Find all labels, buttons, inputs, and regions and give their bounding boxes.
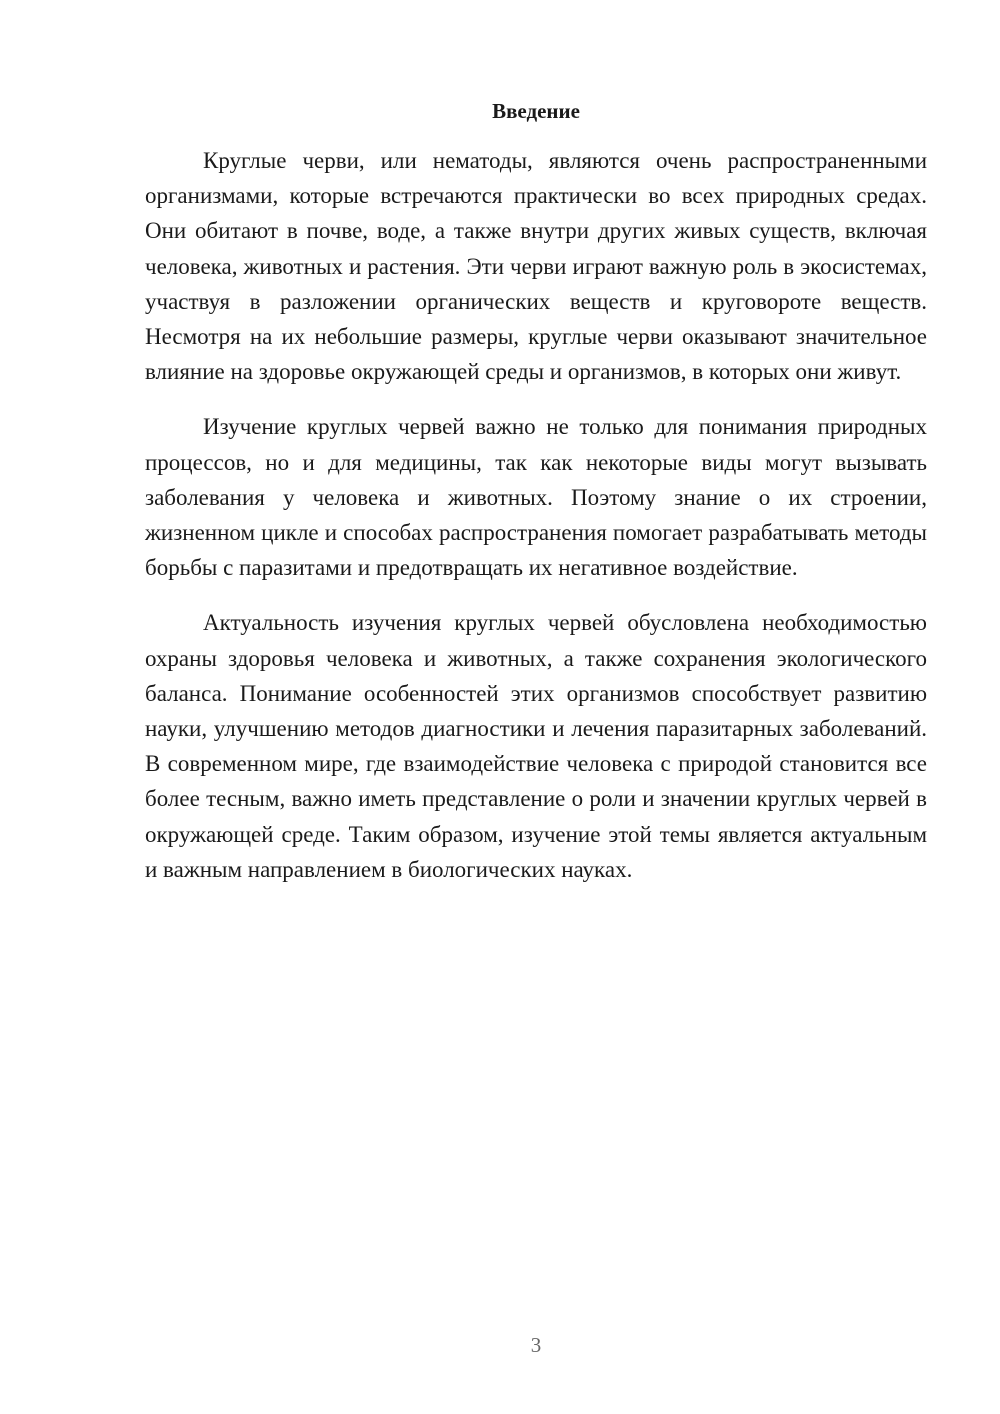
page-number: 3 (530, 1333, 542, 1357)
section-heading: Введение (492, 99, 580, 123)
paragraph-3: Актуальность изучения круглых червей обусловлена необходимостью охраны здоровья человека и животных, а также сохранения экологического баланса. Понимание особенностей этих организмов способствует развитию науки, улучшению методов диагностики и лечения паразитарных заболеваний. В современном мире, где взаимодействие человека с природой становится все более тесным, важно иметь представление о роли и значении круглых червей в окружающей среде. Таким образом, изучение этой темы является актуальным и важным направлением в биологических науках. (145, 610, 927, 882)
paragraph-1: Круглые черви, или нематоды, являются очень распространенными организмами, которые встречаются практически во всех природных средах. Они обитают в почве, воде, а также внутри других живых существ, включая человека, животных и растения. Эти черви играют важную роль в экосистемах, участвуя в разложении органических веществ и круговороте веществ. Несмотря на их небольшие размеры, круглые черви оказывают значительное влияние на здоровье окружающей среды и организмов, в которых они живут. (145, 148, 927, 385)
paragraph-2: Изучение круглых червей важно не только для понимания природных процессов, но и для медицины, так как некоторые виды могут вызывать заболевания у человека и животных. Поэтому знание о их строении, жизненном цикле и способах распространения помогает разрабатывать методы борьбы с паразитами и предотвращать их негативное воздействие. (145, 414, 927, 581)
body-text (145, 143, 927, 907)
